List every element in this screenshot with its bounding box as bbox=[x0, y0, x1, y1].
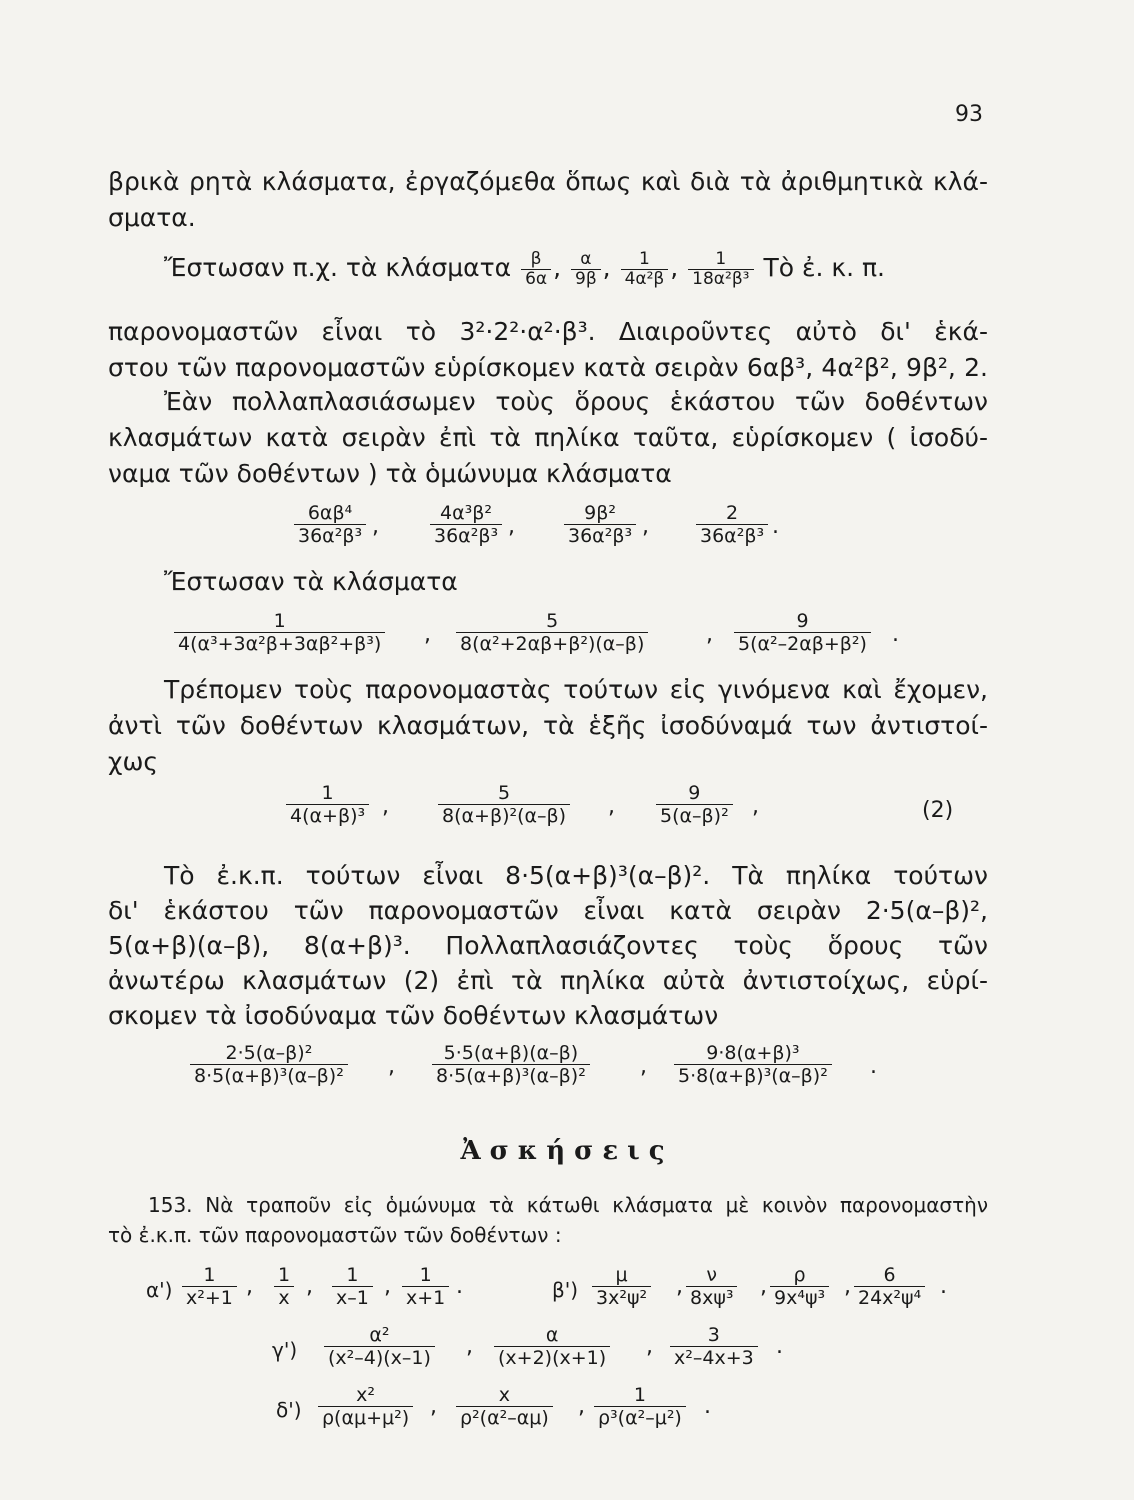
fraction-numerator: 1 bbox=[273, 610, 286, 632]
fraction-numerator: 9 bbox=[688, 782, 701, 804]
fraction-denominator: x²+1 bbox=[182, 1286, 237, 1309]
fraction-numerator: α² bbox=[369, 1324, 390, 1346]
display-fraction bbox=[402, 1264, 449, 1309]
paragraph-example-2 bbox=[108, 564, 988, 600]
equation-row-1: $\frac{\text{6αβ⁴}}{\text{36α²β³}}$ , $\frac{\text{4α³β²}}{\text{36α²β³}}$ , $\frac{\text{9β²}}{\text{36α²β³}}$ , $\frac{2}{\text{36α²β³}}$ . bbox=[0, 502, 1134, 562]
exercise-row-c: γ') $\frac{\text{α²}}{\text{(x²–4)(x–1)}}$ , $\frac{\alpha}{(x+2)(x+1)}$ , $\frac{3}{\text{x²–4x+3}}$ . bbox=[272, 1324, 783, 1369]
fraction-denominator: 18α²β³ bbox=[688, 269, 753, 289]
inline-text: Τὸ ἐ. κ. π. bbox=[763, 253, 885, 282]
paragraph-example-1 bbox=[108, 248, 988, 289]
fraction-denominator: ρ(αμ+μ²) bbox=[318, 1406, 413, 1429]
fraction-numerator: 5 bbox=[546, 610, 559, 632]
fraction-numerator: 1 bbox=[321, 782, 334, 804]
exercise-label: γ') bbox=[272, 1338, 298, 1362]
exercise-row-d: δ') $\frac{\text{x²}}{\text{ρ(αμ+μ²)}}$ , $\frac{x}{\text{ρ²(α²–αμ)}}$ , $\frac{1}{\text{ρ³(α²–μ²)}}$ . bbox=[276, 1384, 711, 1429]
text-line: 153. Νὰ τραποῦν εἰς ὁμώνυμα τὰ κάτωθι κλάσματα μὲ κοινὸν παρονομαστὴν bbox=[148, 1193, 988, 1217]
inline-text: Ἔστωσαν π.χ. τὰ κλάσματα bbox=[164, 253, 512, 282]
exercise-label: δ') bbox=[276, 1398, 302, 1422]
fraction-numerator: 1 bbox=[639, 248, 650, 269]
equation-row-3: $\frac{1}{\text{4(α+β)³}}$ , $\frac{5}{\text{8(α+β)²(α–β)}}$ , $\frac{9}{\text{5(α–β)²}}$ , (2) bbox=[0, 782, 1134, 842]
fraction-numerator: α bbox=[580, 248, 592, 269]
fraction-denominator: 36α²β³ bbox=[696, 524, 768, 547]
fraction-numerator: 1 bbox=[633, 1384, 646, 1406]
fraction-numerator: 6 bbox=[883, 1264, 896, 1286]
fraction-denominator: 36α²β³ bbox=[294, 524, 366, 547]
fraction-numerator: x² bbox=[356, 1384, 375, 1406]
display-fraction bbox=[286, 782, 369, 827]
fraction-denominator: ρ²(α²–αμ) bbox=[456, 1406, 553, 1429]
fraction-denominator: 36α²β³ bbox=[564, 524, 636, 547]
text-line: σματα. bbox=[108, 203, 196, 232]
fraction-denominator: 4(α³+3α²β+3αβ²+β³) bbox=[174, 632, 385, 655]
inline-fraction bbox=[688, 250, 753, 289]
inline-fraction bbox=[621, 250, 669, 289]
display-fraction bbox=[686, 1264, 737, 1309]
display-fraction bbox=[564, 502, 636, 547]
equation-row-4: $\frac{\text{2·5(α–β)²}}{\text{8·5(α+β)³(α–β)²}}$ , $\frac{5\cdot 5(\alpha+\beta)(\alpha-\beta)}{\text{8·5(α+β)³(α–β)²}}$ , $\frac{\text{9·8(α+β)³}}{\text{5·8(α+β)³(α–β)²}}$ . bbox=[0, 1042, 1134, 1102]
text-line: Ἔστωσαν τὰ κλάσματα bbox=[164, 567, 458, 596]
fraction-denominator: 4(α+β)³ bbox=[286, 804, 369, 827]
exercise-statement bbox=[108, 1190, 988, 1250]
fraction-numerator: ν bbox=[706, 1264, 718, 1286]
fraction-denominator: x bbox=[274, 1286, 293, 1309]
display-fraction bbox=[274, 1264, 294, 1309]
text-line: Τρέπομεν τοὺς παρονομαστὰς τούτων εἰς γινόμενα καὶ ἔχομεν, bbox=[164, 675, 988, 704]
fraction-denominator: ρ³(α²–μ²) bbox=[594, 1406, 686, 1429]
fraction-numerator: 2·5(α–β)² bbox=[225, 1042, 313, 1064]
fraction-numerator: 5·5(α+β)(α–β) bbox=[443, 1042, 579, 1064]
display-fraction bbox=[656, 782, 733, 827]
display-fraction bbox=[670, 1324, 758, 1369]
fraction-denominator: 36α²β³ bbox=[430, 524, 502, 547]
fraction-denominator: 9x⁴ψ³ bbox=[770, 1286, 829, 1309]
fraction-denominator: x–1 bbox=[332, 1286, 373, 1309]
fraction-denominator: x²–4x+3 bbox=[670, 1346, 758, 1369]
text-line: κλασμάτων κατὰ σειρὰν ἐπὶ τὰ πηλίκα ταῦτα, εὑρίσκομεν ( ἰσοδύ- bbox=[108, 423, 988, 452]
fraction-denominator: 4α²β bbox=[621, 269, 669, 289]
display-fraction bbox=[734, 610, 871, 655]
text-line: Ἐὰν πολλαπλασιάσωμεν τοὺς ὅρους ἑκάστου τῶν δοθέντων bbox=[164, 387, 988, 416]
fraction-numerator: 1 bbox=[715, 248, 727, 269]
inline-fraction bbox=[571, 250, 601, 289]
text-line-with-fractions: Ἔστωσαν π.χ. τὰ κλάσματα $\frac{\beta}{6\alpha}$ , $\frac{\alpha}{9\beta}$ , $\frac{1}{\text{4α²β}}$ , $\frac{1}{\text{18α²β³}}$ Τὸ ἐ. κ. π. bbox=[164, 248, 885, 289]
fraction-denominator: 24x²ψ⁴ bbox=[854, 1286, 925, 1309]
fraction-numerator: α bbox=[545, 1324, 559, 1346]
text-line: Τὸ ἐ.κ.π. τούτων εἶναι 8·5(α+β)³(α–β)². Τὰ πηλίκα τούτων bbox=[164, 861, 988, 890]
display-fraction bbox=[318, 1384, 413, 1429]
display-fraction bbox=[456, 1384, 553, 1429]
text-line: χως bbox=[108, 747, 159, 776]
display-fraction bbox=[324, 1324, 435, 1369]
fraction-numerator: ρ bbox=[793, 1264, 806, 1286]
paragraph-intro bbox=[108, 164, 988, 236]
display-fraction bbox=[432, 1042, 590, 1087]
fraction-numerator: 1 bbox=[203, 1264, 216, 1286]
fraction-denominator: x+1 bbox=[402, 1286, 449, 1309]
display-fraction bbox=[190, 1042, 348, 1087]
equation-row-2: $\frac{1}{\text{4(α³+3α²β+3αβ²+β³)}}$ , $\frac{5}{\text{8(α²+2αβ+β²)(α–β)}}$ , $\frac{9}{\text{5(α²–2αβ+β²)}}$ . bbox=[0, 610, 1134, 670]
display-fraction bbox=[770, 1264, 829, 1309]
equation-number: (2) bbox=[922, 798, 954, 823]
text-line: ναμα τῶν δοθέντων ) τὰ ὁμώνυμα κλάσματα bbox=[108, 459, 672, 488]
fraction-numerator: β bbox=[530, 248, 542, 269]
text-line: τὸ ἐ.κ.π. τῶν παρονομαστῶν τῶν δοθέντων : bbox=[108, 1223, 562, 1247]
display-fraction bbox=[182, 1264, 237, 1309]
fraction-denominator: 8(α²+2αβ+β²)(α–β) bbox=[456, 632, 648, 655]
fraction-denominator: 8xψ³ bbox=[686, 1286, 737, 1309]
fraction-numerator: x bbox=[498, 1384, 510, 1406]
fraction-numerator: 1 bbox=[278, 1264, 291, 1286]
fraction-denominator: 5(α–β)² bbox=[656, 804, 733, 827]
display-fraction bbox=[696, 502, 768, 547]
display-fraction bbox=[592, 1264, 651, 1309]
display-fraction bbox=[438, 782, 570, 827]
display-fraction bbox=[674, 1042, 832, 1087]
fraction-denominator: 6α bbox=[521, 269, 551, 289]
text-line: σκομεν τὰ ἰσοδύναμα τῶν δοθέντων κλασμάτων bbox=[108, 1001, 719, 1030]
display-fraction bbox=[430, 502, 502, 547]
fraction-denominator: 8·5(α+β)³(α–β)² bbox=[190, 1064, 348, 1087]
fraction-numerator: 5 bbox=[497, 782, 511, 804]
display-fraction bbox=[456, 610, 648, 655]
page-number: 93 bbox=[955, 102, 983, 127]
exercise-row-a-b: α') $\frac{1}{\text{x²+1}}$ , $\frac{1}{x}$ , $\frac{1}{x-1}$ , $\frac{1}{x+1}$ . β') $\frac{\mu}{\text{3x²ψ²}}$ , $\frac{\nu}{\text{8xψ³}}$ , $\frac{\rho}{\text{9x⁴ψ³}}$ , $\frac{6}{\text{24x²ψ⁴}}$ . bbox=[146, 1264, 947, 1309]
fraction-denominator: 8·5(α+β)³(α–β)² bbox=[432, 1064, 590, 1087]
text-line: ἀνωτέρω κλασμάτων (2) ἐπὶ τὰ πηλίκα αὐτὰ ἀντιστοίχως, εὑρί- bbox=[108, 966, 988, 995]
paragraph-factor bbox=[108, 672, 988, 780]
fraction-numerator: 2 bbox=[725, 502, 739, 524]
text-line: βρικὰ ρητὰ κλάσματα, ἐργαζόμεθα ὅπως καὶ διὰ τὰ ἀριθμητικὰ κλά- bbox=[108, 167, 988, 196]
display-fraction bbox=[854, 1264, 925, 1309]
display-fraction bbox=[494, 1324, 610, 1369]
fraction-denominator: 3x²ψ² bbox=[592, 1286, 651, 1309]
fraction-denominator: 5·8(α+β)³(α–β)² bbox=[674, 1064, 832, 1087]
paragraph-multiply bbox=[108, 384, 988, 492]
text-line: δι' ἑκάστου τῶν παρονομαστῶν εἶναι κατὰ σειρὰν 2·5(α–β)², bbox=[108, 896, 988, 925]
text-line: παρονομαστῶν εἶναι τὸ 3²·2²·α²·β³. Διαιροῦντες αὐτὸ δι' ἑκά- bbox=[108, 317, 988, 346]
fraction-denominator: (x²–4)(x–1) bbox=[324, 1346, 435, 1369]
fraction-numerator: 6αβ⁴ bbox=[307, 502, 353, 524]
exercise-label: β') bbox=[552, 1278, 579, 1302]
fraction-numerator: 9 bbox=[796, 610, 809, 632]
section-heading: Ἀσκήσεις bbox=[460, 1136, 674, 1166]
fraction-denominator: 8(α+β)²(α–β) bbox=[438, 804, 570, 827]
fraction-numerator: 9·8(α+β)³ bbox=[706, 1042, 800, 1064]
fraction-denominator: (x+2)(x+1) bbox=[494, 1346, 610, 1369]
fraction-numerator: 1 bbox=[346, 1264, 359, 1286]
fraction-numerator: 4α³β² bbox=[440, 502, 493, 524]
text-line: ἀντὶ τῶν δοθέντων κλασμάτων, τὰ ἑξῆς ἰσοδύναμά των ἀντιστοί- bbox=[108, 711, 988, 740]
inline-fraction bbox=[521, 250, 551, 289]
fraction-denominator: 5(α²–2αβ+β²) bbox=[734, 632, 871, 655]
display-fraction bbox=[294, 502, 366, 547]
fraction-denominator: 9β bbox=[571, 269, 601, 289]
display-fraction bbox=[332, 1264, 373, 1309]
display-fraction bbox=[174, 610, 385, 655]
fraction-numerator: μ bbox=[615, 1264, 628, 1286]
fraction-numerator: 3 bbox=[707, 1324, 720, 1346]
text-line: 5(α+β)(α–β), 8(α+β)³. Πολλαπλασιάζοντες τοὺς ὅρους τῶν bbox=[108, 931, 988, 960]
paragraph-example-1-cont bbox=[108, 314, 988, 386]
fraction-numerator: 9β² bbox=[584, 502, 616, 524]
text-line: στου τῶν παρονομαστῶν εὑρίσκομεν κατὰ σειρὰν 6αβ³, 4α²β², 9β², 2. bbox=[108, 353, 988, 382]
display-fraction bbox=[594, 1384, 686, 1429]
fraction-numerator: 1 bbox=[419, 1264, 432, 1286]
paragraph-lcm bbox=[108, 858, 988, 1033]
exercise-label: α') bbox=[146, 1278, 173, 1302]
